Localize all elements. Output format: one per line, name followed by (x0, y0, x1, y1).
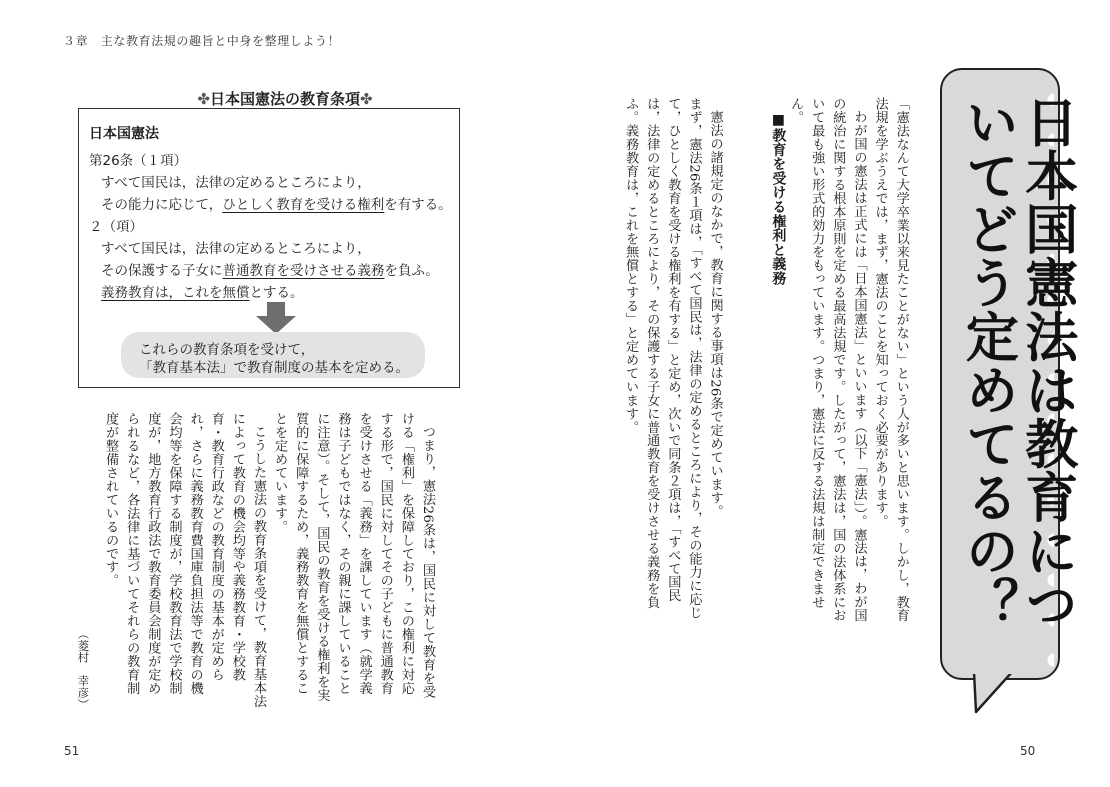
author-credit: （菱村 幸彦） (76, 628, 91, 711)
para1-line2 (101, 193, 452, 213)
conclusion-line1: これらの教育条項を受けて， (139, 342, 315, 358)
para1-line1: すべて国民は，法律の定めるところにより， (101, 175, 371, 191)
para1-line2-post: を有する。 (384, 197, 452, 213)
para2-line1: すべて国民は，法律の定めるところにより， (101, 241, 371, 257)
para2-line3 (101, 281, 304, 301)
diagram-title-text: 日本国憲法の教育条項 (209, 90, 360, 108)
section-paragraph: 憲法の諸規定のなかで，教育に関する事項は26条で定めています。 (707, 110, 723, 518)
duty-underline: 普通教育を受けさせる義務 (222, 263, 385, 279)
explanation-paragraph: つまり，憲法26条は，国民に対して教育を受ける「権利」を保障しており，この権利に対応する形で，国民に対してその子どもに普通教育を受けさせる「義務」を課しています（就学義務は子どもではなく，その親に課していることに注意）。そして，国民の教育を受ける権利を実質的に保障するため，義務教育を無償とすることを定めています。 (272, 412, 435, 702)
diagram-title (195, 88, 375, 109)
right-to-education-underline: ひとしく教育を受ける権利 (222, 197, 385, 213)
para2-line2-post: を負ふ。 (384, 263, 439, 279)
para2-line2 (101, 259, 439, 279)
ornament-left-icon: ✤ (197, 90, 210, 108)
para2-line3-post: とする。 (249, 285, 304, 301)
section-heading: ■教育を受ける権利と義務 (770, 112, 787, 286)
intro-paragraph: 「憲法なんて大学卒業以来見たことがない」という人が多いと思います。しかし，教育法規を学ぶうえでは，まず，憲法のことを知っておく必要があります。 (872, 97, 909, 623)
section-paragraph: まず，憲法26条１項は，「すべて国民は，法律の定めるところにより，その能力に応じて，ひとしく教育を受ける権利を有する」と定め，次いで同条２項は，「すべて国民は，法律の定めるところにより，その保護する子女に普通教育を受けさせる義務を負ふ。義務教育は，これを無償とする」と定めています。 (623, 97, 702, 620)
intro-text (785, 97, 912, 627)
item-2-label: ２（項） (89, 219, 143, 235)
intro-paragraph: わが国の憲法は正式には「日本国憲法」といいます（以下「憲法」）。憲法は，わが国の統治に関する根本原則を定める最高法規です。したがって，憲法は，国の法体系において最も強い形式的効力をもっています。つまり，憲法に反する法規は制定できません。 (788, 97, 867, 623)
down-arrow-icon (256, 302, 296, 334)
para2-line2-pre: その保護する子女に (101, 263, 223, 279)
section-text (620, 97, 726, 627)
box-title: 日本国憲法 (89, 126, 159, 142)
running-header: ３章 主な教育法規の趣旨と中身を整理しよう！ (63, 34, 341, 48)
page-number-right: 50 (1020, 744, 1036, 758)
page-number-left: 51 (64, 744, 80, 758)
free-education-underline: 義務教育は，これを無償 (101, 285, 250, 301)
ornament-right-icon: ✤ (360, 90, 373, 108)
para1-line2-pre: その能力に応じて， (101, 197, 223, 213)
explanation-text (100, 412, 438, 708)
page-title: 日本国憲法は教育についてどう定めてるの？ (957, 95, 1078, 631)
article-26-label: 第26条（１項） (89, 153, 188, 169)
conclusion-box (121, 332, 425, 378)
explanation-paragraph: こうした憲法の教育条項を受けて，教育基本法によって教育の機会均等や義務教育・学校教育・教育行政などの教育制度の基本が定められ，さらに義務教育費国庫負担法等で教育の機会均等を保障する制度が，学校教育法で学校制度が，地方教育行政法で教育委員会制度が定められるなど，各法律に基づいてそれらの教育制度が整備されているのです。 (103, 412, 266, 708)
conclusion-line2: 「教育基本法」で教育制度の基本を定める。 (139, 360, 409, 376)
speech-tail-icon (968, 672, 1028, 714)
